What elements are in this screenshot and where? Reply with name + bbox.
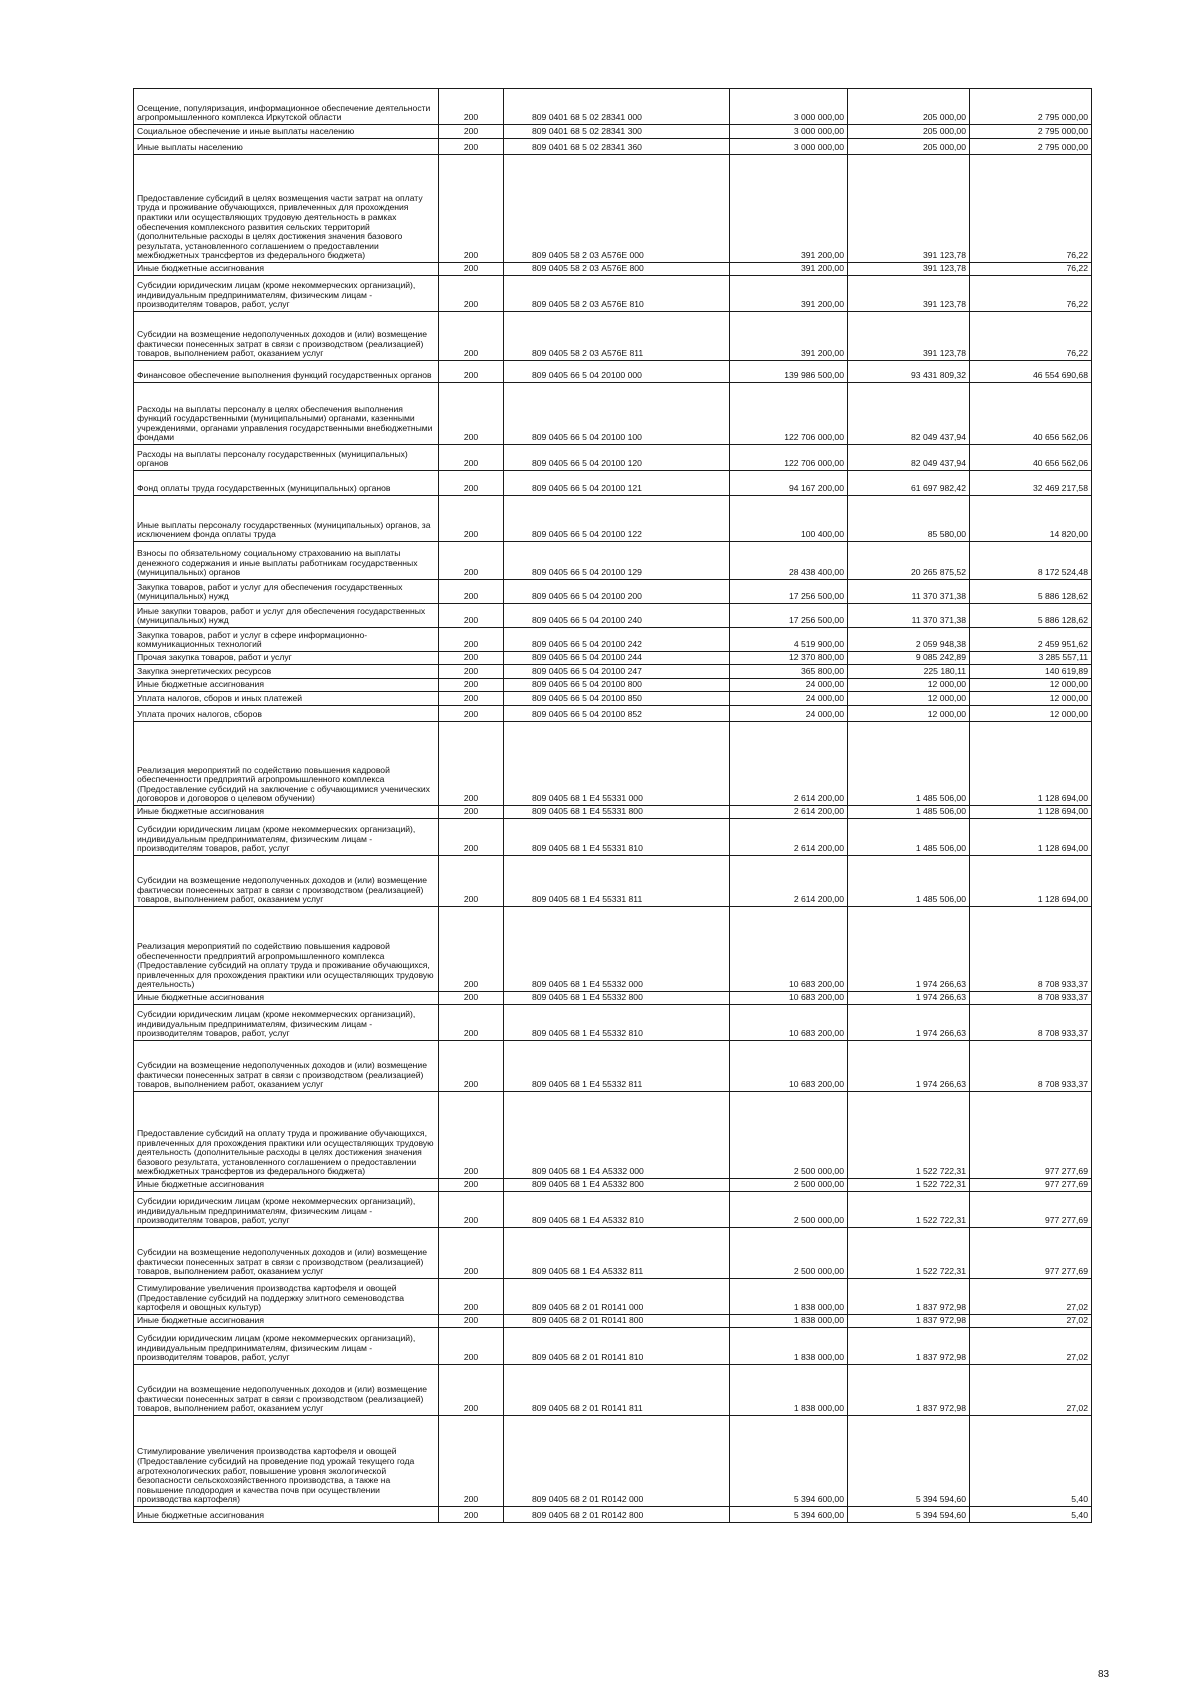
table-row (134, 1092, 1092, 1179)
row-name: Иные закупки товаров, работ и услуг для обеспечения государственных (муниципальных) нужд (134, 604, 439, 628)
row-unexecuted-amount: 1 128 694,00 (970, 806, 1092, 819)
table-row (134, 652, 1092, 665)
row-code: 200 (439, 542, 504, 580)
row-unexecuted-amount: 8 172 524,48 (970, 542, 1092, 580)
row-executed-amount: 1 522 722,31 (848, 1192, 970, 1228)
row-kbk-code: 809 0405 68 1 Е4 А5332 000 (504, 1092, 730, 1179)
row-executed-amount: 1 522 722,31 (848, 1092, 970, 1179)
row-executed-amount: 1 974 266,63 (848, 992, 970, 1005)
row-executed-amount: 1 837 972,98 (848, 1365, 970, 1416)
row-approved-amount: 2 614 200,00 (730, 806, 848, 819)
row-approved-amount: 2 500 000,00 (730, 1092, 848, 1179)
table-row (134, 706, 1092, 722)
row-name: Закупка товаров, работ и услуг в сфере информационно-коммуникационных технологий (134, 628, 439, 652)
table-row (134, 263, 1092, 276)
row-approved-amount: 365 800,00 (730, 665, 848, 679)
row-kbk-code: 809 0401 68 5 02 28341 000 (504, 89, 730, 125)
row-kbk-code: 809 0405 66 5 04 20100 129 (504, 542, 730, 580)
row-executed-amount: 11 370 371,38 (848, 604, 970, 628)
row-code: 200 (439, 1228, 504, 1279)
table-row (134, 1315, 1092, 1328)
row-unexecuted-amount: 76,22 (970, 276, 1092, 312)
table-row (134, 1416, 1092, 1507)
table-row (134, 1179, 1092, 1192)
row-code: 200 (439, 1179, 504, 1192)
table-row (134, 312, 1092, 361)
row-approved-amount: 100 400,00 (730, 496, 848, 542)
row-code: 200 (439, 1005, 504, 1041)
row-kbk-code: 809 0405 66 5 04 20100 240 (504, 604, 730, 628)
row-approved-amount: 2 614 200,00 (730, 722, 848, 806)
row-kbk-code: 809 0405 68 1 Е4 55332 800 (504, 992, 730, 1005)
row-executed-amount: 205 000,00 (848, 139, 970, 155)
row-executed-amount: 1 522 722,31 (848, 1228, 970, 1279)
row-name: Субсидии юридическим лицам (кроме некоммерческих организаций), индивидуальным предпринимателям, физическим лицам - производителям товаров, работ, услуг (134, 1328, 439, 1365)
row-unexecuted-amount: 76,22 (970, 263, 1092, 276)
row-executed-amount: 2 059 948,38 (848, 628, 970, 652)
row-kbk-code: 809 0405 68 1 Е4 55331 811 (504, 856, 730, 907)
row-approved-amount: 94 167 200,00 (730, 471, 848, 496)
row-unexecuted-amount: 12 000,00 (970, 692, 1092, 706)
table-row (134, 665, 1092, 679)
row-code: 200 (439, 652, 504, 665)
row-code: 200 (439, 89, 504, 125)
row-executed-amount: 12 000,00 (848, 679, 970, 692)
row-executed-amount: 82 049 437,94 (848, 445, 970, 471)
table-row (134, 679, 1092, 692)
row-kbk-code: 809 0405 66 5 04 20100 120 (504, 445, 730, 471)
row-executed-amount: 5 394 594,60 (848, 1507, 970, 1523)
row-executed-amount: 1 837 972,98 (848, 1315, 970, 1328)
row-unexecuted-amount: 1 128 694,00 (970, 722, 1092, 806)
row-approved-amount: 391 200,00 (730, 263, 848, 276)
row-name: Субсидии юридическим лицам (кроме некоммерческих организаций), индивидуальным предпринимателям, физическим лицам - производителям товаров, работ, услуг (134, 276, 439, 312)
row-kbk-code: 809 0405 68 1 Е4 55331 800 (504, 806, 730, 819)
table-row (134, 580, 1092, 604)
row-kbk-code: 809 0405 66 5 04 20100 800 (504, 679, 730, 692)
row-approved-amount: 3 000 000,00 (730, 89, 848, 125)
row-name: Социальное обеспечение и иные выплаты населению (134, 125, 439, 139)
row-unexecuted-amount: 5 886 128,62 (970, 580, 1092, 604)
row-kbk-code: 809 0405 68 2 01 R0142 800 (504, 1507, 730, 1523)
row-unexecuted-amount: 14 820,00 (970, 496, 1092, 542)
row-name: Расходы на выплаты персоналу государственных (муниципальных) органов (134, 445, 439, 471)
row-approved-amount: 17 256 500,00 (730, 580, 848, 604)
row-kbk-code: 809 0405 66 5 04 20100 852 (504, 706, 730, 722)
table-row (134, 1507, 1092, 1523)
row-unexecuted-amount: 140 619,89 (970, 665, 1092, 679)
table-row (134, 604, 1092, 628)
row-approved-amount: 1 838 000,00 (730, 1328, 848, 1365)
row-kbk-code: 809 0405 66 5 04 20100 121 (504, 471, 730, 496)
table-row (134, 383, 1092, 445)
budget-execution-table-wrapper (133, 88, 1091, 1523)
row-code: 200 (439, 139, 504, 155)
row-approved-amount: 3 000 000,00 (730, 139, 848, 155)
row-code: 200 (439, 1507, 504, 1523)
row-name: Реализация мероприятий по содействию повышения кадровой обеспеченности предприятий агропромышленного комплекса (Предоставление субсидий на заключение с обучающимися ученических договоров и договоров о целевом обучении) (134, 722, 439, 806)
table-row (134, 992, 1092, 1005)
row-name: Иные бюджетные ассигнования (134, 806, 439, 819)
row-unexecuted-amount: 27,02 (970, 1365, 1092, 1416)
row-unexecuted-amount: 8 708 933,37 (970, 907, 1092, 992)
row-kbk-code: 809 0405 68 2 01 R0141 800 (504, 1315, 730, 1328)
row-approved-amount: 2 614 200,00 (730, 819, 848, 856)
row-unexecuted-amount: 76,22 (970, 155, 1092, 263)
row-code: 200 (439, 383, 504, 445)
row-code: 200 (439, 1315, 504, 1328)
row-unexecuted-amount: 27,02 (970, 1279, 1092, 1315)
row-code: 200 (439, 263, 504, 276)
row-name: Осещение, популяризация, информационное обеспечение деятельности агропромышленного комплекса Иркутской области (134, 89, 439, 125)
row-executed-amount: 205 000,00 (848, 89, 970, 125)
row-executed-amount: 93 431 809,32 (848, 361, 970, 383)
row-name: Иные выплаты персоналу государственных (муниципальных) органов, за исключением фонда оплаты труда (134, 496, 439, 542)
row-name: Уплата налогов, сборов и иных платежей (134, 692, 439, 706)
row-executed-amount: 1 485 506,00 (848, 856, 970, 907)
row-executed-amount: 1 837 972,98 (848, 1279, 970, 1315)
row-code: 200 (439, 1279, 504, 1315)
row-kbk-code: 809 0405 68 2 01 R0141 811 (504, 1365, 730, 1416)
row-code: 200 (439, 125, 504, 139)
row-unexecuted-amount: 2 795 000,00 (970, 89, 1092, 125)
row-unexecuted-amount: 5 886 128,62 (970, 604, 1092, 628)
row-kbk-code: 809 0405 58 2 03 А576Е 000 (504, 155, 730, 263)
row-code: 200 (439, 1416, 504, 1507)
table-row (134, 722, 1092, 806)
table-row (134, 1328, 1092, 1365)
row-name: Взносы по обязательному социальному страхованию на выплаты денежного содержания и иные выплаты работникам государственных (муниципальных) органов (134, 542, 439, 580)
row-kbk-code: 809 0405 68 2 01 R0141 000 (504, 1279, 730, 1315)
row-approved-amount: 5 394 600,00 (730, 1416, 848, 1507)
row-executed-amount: 391 123,78 (848, 276, 970, 312)
row-name: Иные бюджетные ассигнования (134, 1179, 439, 1192)
row-name: Субсидии на возмещение недополученных доходов и (или) возмещение фактически понесенных затрат в связи с производством (реализацией) товаров, выполнением работ, оказанием услуг (134, 1041, 439, 1092)
row-approved-amount: 122 706 000,00 (730, 445, 848, 471)
row-approved-amount: 2 500 000,00 (730, 1179, 848, 1192)
row-code: 200 (439, 1328, 504, 1365)
row-unexecuted-amount: 3 285 557,11 (970, 652, 1092, 665)
row-kbk-code: 809 0405 68 1 Е4 А5332 810 (504, 1192, 730, 1228)
row-code: 200 (439, 471, 504, 496)
row-approved-amount: 1 838 000,00 (730, 1365, 848, 1416)
row-executed-amount: 1 485 506,00 (848, 806, 970, 819)
row-approved-amount: 12 370 800,00 (730, 652, 848, 665)
row-approved-amount: 28 438 400,00 (730, 542, 848, 580)
table-row (134, 496, 1092, 542)
row-code: 200 (439, 580, 504, 604)
row-name: Финансовое обеспечение выполнения функций государственных органов (134, 361, 439, 383)
row-name: Субсидии юридическим лицам (кроме некоммерческих организаций), индивидуальным предпринимателям, физическим лицам - производителям товаров, работ, услуг (134, 1005, 439, 1041)
row-kbk-code: 809 0405 66 5 04 20100 122 (504, 496, 730, 542)
row-executed-amount: 82 049 437,94 (848, 383, 970, 445)
row-code: 200 (439, 1365, 504, 1416)
table-row (134, 856, 1092, 907)
row-name: Субсидии на возмещение недополученных доходов и (или) возмещение фактически понесенных затрат в связи с производством (реализацией) товаров, выполнением работ, оказанием услуг (134, 1228, 439, 1279)
row-unexecuted-amount: 46 554 690,68 (970, 361, 1092, 383)
table-row (134, 276, 1092, 312)
row-kbk-code: 809 0405 68 1 Е4 А5332 811 (504, 1228, 730, 1279)
row-name: Субсидии на возмещение недополученных доходов и (или) возмещение фактически понесенных затрат в связи с производством (реализацией) товаров, выполнением работ, оказанием услуг (134, 312, 439, 361)
row-unexecuted-amount: 27,02 (970, 1328, 1092, 1365)
row-name: Прочая закупка товаров, работ и услуг (134, 652, 439, 665)
row-executed-amount: 9 085 242,89 (848, 652, 970, 665)
row-code: 200 (439, 276, 504, 312)
row-approved-amount: 1 838 000,00 (730, 1315, 848, 1328)
table-row (134, 89, 1092, 125)
row-kbk-code: 809 0405 68 2 01 R0141 810 (504, 1328, 730, 1365)
row-approved-amount: 4 519 900,00 (730, 628, 848, 652)
row-name: Стимулирование увеличения производства картофеля и овощей (Предоставление субсидий на поддержку элитного семеноводства картофеля и овощных культур) (134, 1279, 439, 1315)
row-name: Уплата прочих налогов, сборов (134, 706, 439, 722)
row-executed-amount: 61 697 982,42 (848, 471, 970, 496)
row-approved-amount: 1 838 000,00 (730, 1279, 848, 1315)
row-unexecuted-amount: 12 000,00 (970, 706, 1092, 722)
row-kbk-code: 809 0405 66 5 04 20100 244 (504, 652, 730, 665)
row-unexecuted-amount: 1 128 694,00 (970, 856, 1092, 907)
row-unexecuted-amount: 977 277,69 (970, 1192, 1092, 1228)
table-row (134, 819, 1092, 856)
row-code: 200 (439, 806, 504, 819)
table-row (134, 1192, 1092, 1228)
row-code: 200 (439, 819, 504, 856)
row-kbk-code: 809 0405 68 1 Е4 55331 000 (504, 722, 730, 806)
table-body (134, 89, 1092, 1523)
row-executed-amount: 20 265 875,52 (848, 542, 970, 580)
table-row (134, 125, 1092, 139)
row-approved-amount: 139 986 500,00 (730, 361, 848, 383)
row-executed-amount: 1 485 506,00 (848, 722, 970, 806)
row-approved-amount: 24 000,00 (730, 679, 848, 692)
row-unexecuted-amount: 5,40 (970, 1507, 1092, 1523)
row-approved-amount: 2 500 000,00 (730, 1228, 848, 1279)
row-approved-amount: 24 000,00 (730, 706, 848, 722)
table-row (134, 542, 1092, 580)
row-executed-amount: 1 974 266,63 (848, 1005, 970, 1041)
table-row (134, 361, 1092, 383)
row-unexecuted-amount: 32 469 217,58 (970, 471, 1092, 496)
row-unexecuted-amount: 8 708 933,37 (970, 1005, 1092, 1041)
row-kbk-code: 809 0401 68 5 02 28341 300 (504, 125, 730, 139)
row-kbk-code: 809 0405 66 5 04 20100 242 (504, 628, 730, 652)
row-name: Субсидии юридическим лицам (кроме некоммерческих организаций), индивидуальным предпринимателям, физическим лицам - производителям товаров, работ, услуг (134, 819, 439, 856)
row-kbk-code: 809 0405 68 1 Е4 55331 810 (504, 819, 730, 856)
row-name: Иные бюджетные ассигнования (134, 992, 439, 1005)
table-row (134, 907, 1092, 992)
row-approved-amount: 24 000,00 (730, 692, 848, 706)
row-unexecuted-amount: 2 795 000,00 (970, 139, 1092, 155)
row-kbk-code: 809 0405 68 2 01 R0142 000 (504, 1416, 730, 1507)
row-unexecuted-amount: 76,22 (970, 312, 1092, 361)
row-name: Иные бюджетные ассигнования (134, 1507, 439, 1523)
row-name: Иные бюджетные ассигнования (134, 1315, 439, 1328)
row-code: 200 (439, 628, 504, 652)
row-kbk-code: 809 0405 58 2 03 А576Е 810 (504, 276, 730, 312)
row-executed-amount: 391 123,78 (848, 263, 970, 276)
row-name: Стимулирование увеличения производства картофеля и овощей (Предоставление субсидий на проведение под урожай текущего года агротехнологических работ, повышение уровня экологической безопасности сельскохозяйственного производства, а также на повышение плодородия и качества почв при осуществлении производства картофеля) (134, 1416, 439, 1507)
row-code: 200 (439, 1092, 504, 1179)
page-number: 83 (1098, 1669, 1110, 1680)
row-code: 200 (439, 361, 504, 383)
row-unexecuted-amount: 2 459 951,62 (970, 628, 1092, 652)
row-unexecuted-amount: 12 000,00 (970, 679, 1092, 692)
row-kbk-code: 809 0405 58 2 03 А576Е 811 (504, 312, 730, 361)
row-approved-amount: 10 683 200,00 (730, 992, 848, 1005)
row-kbk-code: 809 0405 66 5 04 20100 200 (504, 580, 730, 604)
row-unexecuted-amount: 977 277,69 (970, 1179, 1092, 1192)
row-code: 200 (439, 722, 504, 806)
row-approved-amount: 2 614 200,00 (730, 856, 848, 907)
budget-execution-table (133, 88, 1092, 1523)
table-row (134, 1041, 1092, 1092)
row-executed-amount: 205 000,00 (848, 125, 970, 139)
row-code: 200 (439, 992, 504, 1005)
row-name: Закупка энергетических ресурсов (134, 665, 439, 679)
row-executed-amount: 11 370 371,38 (848, 580, 970, 604)
row-name: Предоставление субсидий на оплату труда и проживание обучающихся, привлеченных для прохождения практики или осуществляющих трудовую деятельность (дополнительные расходы в целях достижения значения базового результата, установленного соглашением о предоставлении межбюджетных трансфертов из федерального бюджета) (134, 1092, 439, 1179)
row-approved-amount: 17 256 500,00 (730, 604, 848, 628)
row-name: Реализация мероприятий по содействию повышения кадровой обеспеченности предприятий агропромышленного комплекса (Предоставление субсидий на оплату труда и проживание обучающихся, привлеченных для прохождения практики или осуществляющих трудовую деятельность) (134, 907, 439, 992)
row-kbk-code: 809 0405 68 1 Е4 А5332 800 (504, 1179, 730, 1192)
row-code: 200 (439, 665, 504, 679)
row-code: 200 (439, 679, 504, 692)
row-code: 200 (439, 706, 504, 722)
row-name: Иные выплаты населению (134, 139, 439, 155)
row-approved-amount: 5 394 600,00 (730, 1507, 848, 1523)
table-row (134, 155, 1092, 263)
row-code: 200 (439, 604, 504, 628)
table-row (134, 139, 1092, 155)
row-kbk-code: 809 0405 66 5 04 20100 850 (504, 692, 730, 706)
row-executed-amount: 391 123,78 (848, 312, 970, 361)
row-executed-amount: 1 974 266,63 (848, 907, 970, 992)
row-kbk-code: 809 0405 68 1 Е4 55332 810 (504, 1005, 730, 1041)
row-name: Расходы на выплаты персоналу в целях обеспечения выполнения функций государственными (муниципальными) органами, казенными учреждениями, органами управления государственными внебюджетными фондами (134, 383, 439, 445)
table-row (134, 445, 1092, 471)
table-row (134, 1005, 1092, 1041)
row-approved-amount: 391 200,00 (730, 312, 848, 361)
row-name: Закупка товаров, работ и услуг для обеспечения государственных (муниципальных) нужд (134, 580, 439, 604)
row-approved-amount: 10 683 200,00 (730, 907, 848, 992)
table-row (134, 806, 1092, 819)
row-name: Предоставление субсидий в целях возмещения части затрат на оплату труда и проживание обучающихся, привлеченных для прохождения практики или осуществляющих трудовую деятельность в рамках обеспечения комплексного развития сельских территорий (дополнительные расходы в целях достижения значения базового результата, установленного соглашением о предоставлении межбюджетных трансфертов из федерального бюджета) (134, 155, 439, 263)
row-unexecuted-amount: 40 656 562,06 (970, 383, 1092, 445)
row-kbk-code: 809 0405 68 1 Е4 55332 000 (504, 907, 730, 992)
row-code: 200 (439, 907, 504, 992)
row-code: 200 (439, 1041, 504, 1092)
row-unexecuted-amount: 977 277,69 (970, 1228, 1092, 1279)
row-name: Иные бюджетные ассигнования (134, 263, 439, 276)
row-kbk-code: 809 0405 68 1 Е4 55332 811 (504, 1041, 730, 1092)
row-code: 200 (439, 692, 504, 706)
table-row (134, 1228, 1092, 1279)
table-row (134, 471, 1092, 496)
row-executed-amount: 85 580,00 (848, 496, 970, 542)
row-unexecuted-amount: 27,02 (970, 1315, 1092, 1328)
row-executed-amount: 1 522 722,31 (848, 1179, 970, 1192)
row-approved-amount: 10 683 200,00 (730, 1005, 848, 1041)
row-name: Субсидии на возмещение недополученных доходов и (или) возмещение фактически понесенных затрат в связи с производством (реализацией) товаров, выполнением работ, оказанием услуг (134, 1365, 439, 1416)
row-kbk-code: 809 0405 58 2 03 А576Е 800 (504, 263, 730, 276)
row-unexecuted-amount: 40 656 562,06 (970, 445, 1092, 471)
row-unexecuted-amount: 8 708 933,37 (970, 1041, 1092, 1092)
table-row (134, 628, 1092, 652)
row-name: Субсидии юридическим лицам (кроме некоммерческих организаций), индивидуальным предпринимателям, физическим лицам - производителям товаров, работ, услуг (134, 1192, 439, 1228)
row-executed-amount: 1 485 506,00 (848, 819, 970, 856)
row-kbk-code: 809 0405 66 5 04 20100 100 (504, 383, 730, 445)
row-unexecuted-amount: 5,40 (970, 1416, 1092, 1507)
row-unexecuted-amount: 1 128 694,00 (970, 819, 1092, 856)
table-row (134, 692, 1092, 706)
row-kbk-code: 809 0405 66 5 04 20100 000 (504, 361, 730, 383)
row-unexecuted-amount: 8 708 933,37 (970, 992, 1092, 1005)
table-row (134, 1365, 1092, 1416)
row-executed-amount: 1 837 972,98 (848, 1328, 970, 1365)
row-name: Фонд оплаты труда государственных (муниципальных) органов (134, 471, 439, 496)
row-approved-amount: 122 706 000,00 (730, 383, 848, 445)
row-approved-amount: 3 000 000,00 (730, 125, 848, 139)
table-row (134, 1279, 1092, 1315)
row-code: 200 (439, 445, 504, 471)
row-kbk-code: 809 0405 66 5 04 20100 247 (504, 665, 730, 679)
row-name: Субсидии на возмещение недополученных доходов и (или) возмещение фактически понесенных затрат в связи с производством (реализацией) товаров, выполнением работ, оказанием услуг (134, 856, 439, 907)
row-approved-amount: 391 200,00 (730, 155, 848, 263)
row-approved-amount: 391 200,00 (730, 276, 848, 312)
row-executed-amount: 12 000,00 (848, 692, 970, 706)
row-executed-amount: 12 000,00 (848, 706, 970, 722)
row-approved-amount: 2 500 000,00 (730, 1192, 848, 1228)
row-unexecuted-amount: 977 277,69 (970, 1092, 1092, 1179)
row-name: Иные бюджетные ассигнования (134, 679, 439, 692)
row-code: 200 (439, 312, 504, 361)
row-code: 200 (439, 155, 504, 263)
row-code: 200 (439, 856, 504, 907)
row-kbk-code: 809 0401 68 5 02 28341 360 (504, 139, 730, 155)
row-executed-amount: 1 974 266,63 (848, 1041, 970, 1092)
row-executed-amount: 391 123,78 (848, 155, 970, 263)
row-executed-amount: 5 394 594,60 (848, 1416, 970, 1507)
row-code: 200 (439, 1192, 504, 1228)
row-code: 200 (439, 496, 504, 542)
row-executed-amount: 225 180,11 (848, 665, 970, 679)
row-approved-amount: 10 683 200,00 (730, 1041, 848, 1092)
row-unexecuted-amount: 2 795 000,00 (970, 125, 1092, 139)
